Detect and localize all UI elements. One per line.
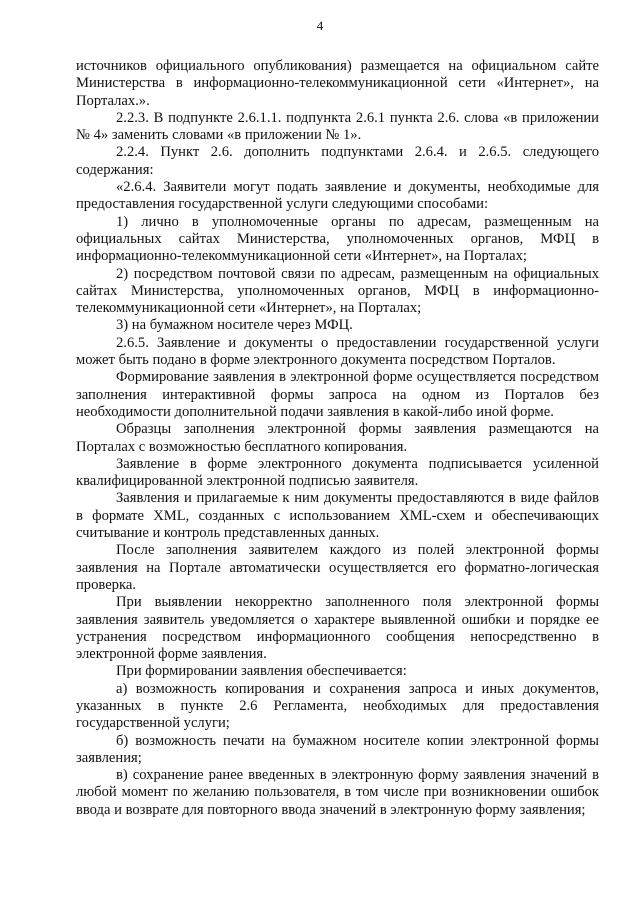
paragraph-xml: Заявления и прилагаемые к ним документы предоставляются в виде файлов в формате XML, созданных с использованием XML-схем и обеспечивающих считывание и контроль представленных данных. <box>76 490 599 542</box>
paragraph-errors: При выявлении некорректно заполненного поля электронной формы заявления заявитель уведомляется о характере выявленной ошибки и порядке ее устранения посредством информационного сообщения непосредственно в электронной форме заявления. <box>76 594 599 663</box>
list-item-b: б) возможность печати на бумажном носителе копии электронной формы заявления; <box>76 732 599 766</box>
page-number: 4 <box>316 18 324 33</box>
paragraph-2-6-4: «2.6.4. Заявители могут подать заявление и документы, необходимые для предоставления государственной услуги следующими способами: <box>76 179 599 213</box>
list-item-a: а) возможность копирования и сохранения запроса и иных документов, указанных в пункте 2.6 Регламента, необходимых для предоставления государственной услуги; <box>76 680 599 732</box>
paragraph-2-2-4: 2.2.4. Пункт 2.6. дополнить подпунктами 2.6.4. и 2.6.5. следующего содержания: <box>76 144 599 178</box>
paragraph-signature: Заявление в форме электронного документа подписывается усиленной квалифицированной электронной подписью заявителя. <box>76 455 599 490</box>
list-item-3: 3) на бумажном носителе через МФЦ. <box>116 317 353 334</box>
paragraph-provided: При формировании заявления обеспечивается: <box>116 663 407 680</box>
paragraph-2-6-5: 2.6.5. Заявление и документы о предоставлении государственной услуги может быть подано в форме электронного документа посредством Порталов. <box>76 334 599 369</box>
document-body <box>76 58 599 819</box>
list-item-1: 1) лично в уполномоченные органы по адресам, размещенным на официальных сайтах Министерства, уполномоченных органов, МФЦ в информационно-телекоммуникационной сети «Интернет», на Порталах; <box>76 213 599 265</box>
paragraph-validation: После заполнения заявителем каждого из полей электронной формы заявления на Портале автоматически осуществляется его форматно-логическая проверка. <box>76 542 599 593</box>
paragraph-2-2-3: 2.2.3. В подпункте 2.6.1.1. подпункта 2.6.1 пункта 2.6. слова «в приложении № 4» заменить словами «в приложении № 1». <box>76 109 599 144</box>
list-item-v: в) сохранение ранее введенных в электронную форму заявления значений в любой момент по желанию пользователя, в том числе при возникновении ошибок ввода и возврате для повторного ввода значений в электронную форму заявления; <box>76 767 599 818</box>
list-item-2: 2) посредством почтовой связи по адресам, размещенным на официальных сайтах Министерства, уполномоченных органов, МФЦ в информационно-телекоммуникационной сети «Интернет», на Порталах; <box>76 265 599 317</box>
paragraph-samples: Образцы заполнения электронной формы заявления размещаются на Порталах с возможностью бесплатного копирования. <box>76 421 599 455</box>
paragraph-continuation: источников официального опубликования) размещается на официальном сайте Министерства в информационно-телекоммуникационной сети «Интернет», на Порталах.». <box>76 58 599 109</box>
paragraph-forming: Формирование заявления в электронной форме осуществляется посредством заполнения интерактивной формы запроса на одном из Порталов без необходимости дополнительной подачи заявления в какой-либо иной форме. <box>76 369 599 420</box>
